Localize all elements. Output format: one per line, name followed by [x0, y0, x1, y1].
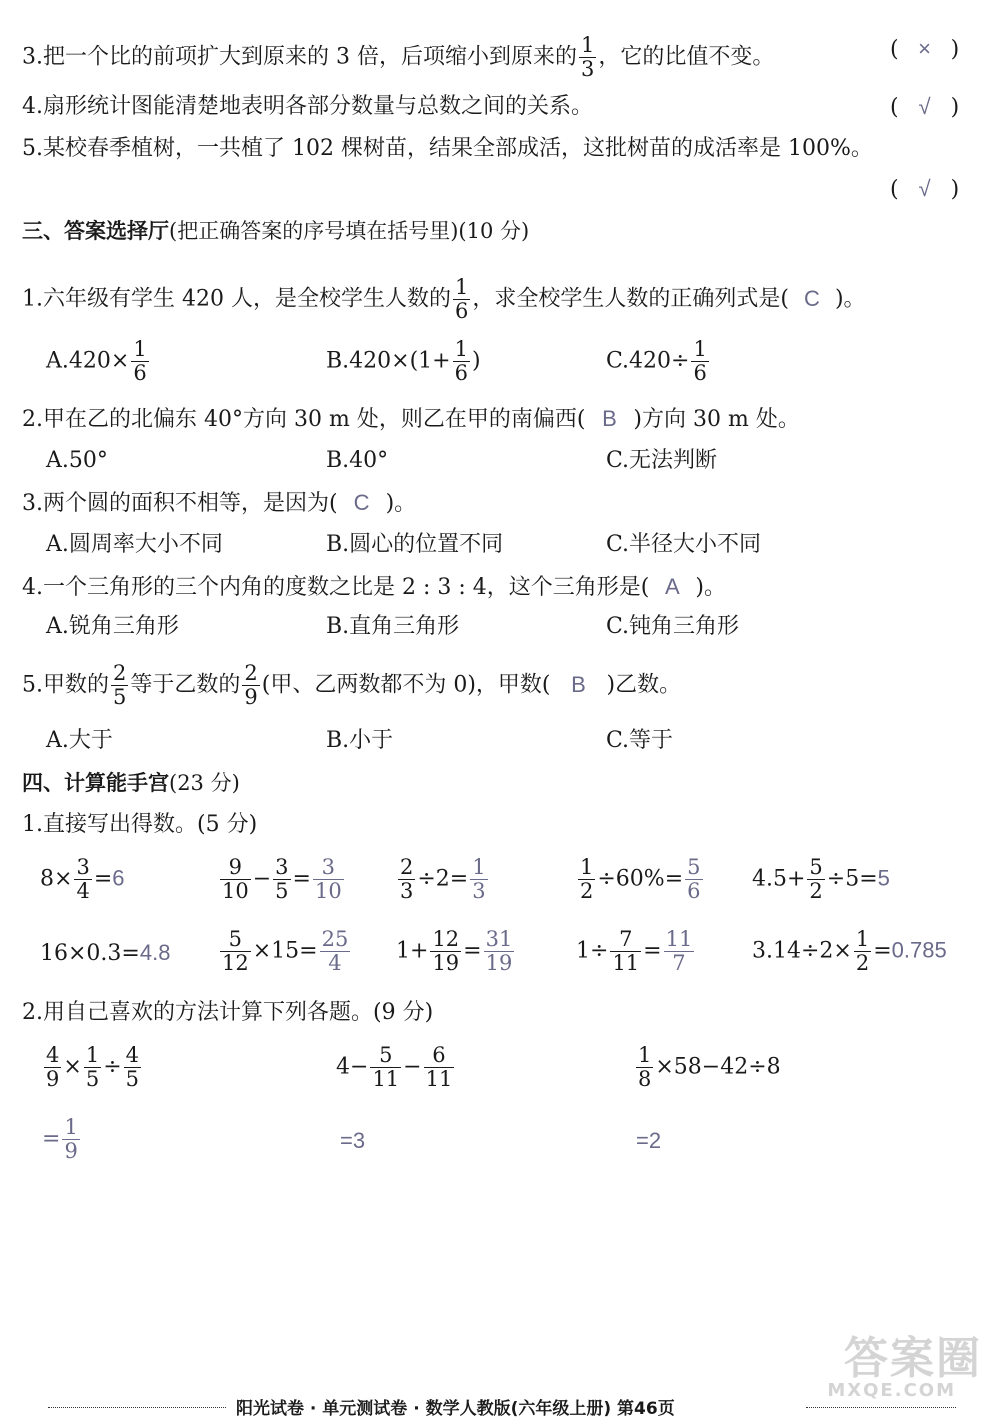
choice-q2-option-a: A.50°	[46, 448, 108, 473]
calc2-p3-answer: =2	[636, 1128, 662, 1153]
calc2-title: 2.用自己喜欢的方法计算下列各题。(9 分)	[22, 1000, 434, 1025]
choice-q3: 3.两个圆的面积不相等，是因为( C )。	[22, 490, 417, 516]
judge-q5: 5.某校春季植树，一共植了 102 棵树苗，结果全部成活，这批树苗的成活率是 100%。	[22, 136, 873, 161]
choice-q5-option-a: A.大于	[46, 728, 113, 753]
choice-q3-option-b: B.圆心的位置不同	[326, 532, 504, 557]
section4-heading: 四、计算能手宫(23 分)	[22, 771, 240, 795]
choice-q3-option-c: C.半径大小不同	[606, 532, 762, 557]
fraction: $\frac{1}{3}$	[580, 33, 595, 81]
calc1-r2-e3: 1+ $\frac{12}{19}$ = $\frac{31}{19}$	[396, 927, 513, 975]
calc1-r2-e5: 3.14÷2× $\frac{1}{2}$ =0.785	[752, 927, 947, 975]
judge-q3: 3.把一个比的前项扩大到原来的 3 倍，后项缩小到原来的 $\frac{1}{3}$ ，它的比值不变。	[22, 33, 775, 81]
watermark-url: MXQE.COM	[827, 1380, 956, 1401]
page-footer	[0, 1394, 1000, 1419]
footer-text: 阳光试卷 · 单元测试卷 · 数学人教版(六年级上册) 第46页	[236, 1399, 675, 1419]
choice-q4-answer: A	[665, 574, 680, 599]
choice-q4-option-a: A.锐角三角形	[46, 614, 179, 639]
choice-q4: 4.一个三角形的三个内角的度数之比是 2 : 3 : 4，这个三角形是( A )。	[22, 574, 726, 600]
choice-q5: 5.甲数的 $\frac{2}{5}$ 等于乙数的 $\frac{2}{9}$ (甲、乙两数都不为 0)，甲数( B )乙数。	[22, 661, 682, 709]
calc2-p2-answer: =3	[340, 1128, 366, 1153]
judge-q4-answer: ( √ )	[890, 94, 960, 120]
choice-q4-option-c: C.钝角三角形	[606, 614, 740, 639]
judge-q3-answer: ( × )	[890, 36, 960, 62]
calc2-p1: $\frac{4}{9}$ × $\frac{1}{5}$ ÷ $\frac{4}{5}$	[46, 1043, 139, 1091]
choice-q5-option-c: C.等于	[606, 728, 674, 753]
choice-q2-option-b: B.40°	[326, 448, 389, 473]
footer-dots-left	[48, 1407, 226, 1408]
section3-heading: 三、答案选择厅(把正确答案的序号填在括号里)(10 分)	[22, 219, 530, 243]
calc1-r1-e3: $\frac{2}{3}$ ÷2= $\frac{1}{3}$	[400, 855, 486, 903]
choice-q1-option-a: A.420× $\frac{1}{6}$	[46, 337, 147, 385]
watermark-logo: 答案圈	[844, 1333, 982, 1384]
calc2-p1-answer: = $\frac{1}{9}$	[42, 1115, 78, 1163]
choice-q2-answer: B	[602, 406, 617, 431]
calc1-r1-e4: $\frac{1}{2}$ ÷60%= $\frac{5}{6}$	[580, 855, 701, 903]
choice-q3-answer: C	[353, 490, 370, 515]
choice-q4-option-b: B.直角三角形	[326, 614, 460, 639]
fraction: $\frac{1}{6}$	[454, 275, 469, 323]
choice-q1-option-b: B.420×(1+ $\frac{1}{6}$ )	[326, 337, 481, 385]
footer-dots-right	[806, 1407, 956, 1408]
choice-q1-option-c: C.420÷ $\frac{1}{6}$	[606, 337, 707, 385]
calc1-r1-e5: 4.5+ $\frac{5}{2}$ ÷5=5	[752, 855, 890, 903]
calc1-title: 1.直接写出得数。(5 分)	[22, 812, 258, 837]
calc1-r1-e1: 8× $\frac{3}{4}$ =6	[40, 855, 125, 903]
judge-q4: 4.扇形统计图能清楚地表明各部分数量与总数之间的关系。	[22, 94, 593, 119]
calc1-r1-e2: $\frac{9}{10}$ − $\frac{3}{5}$ = $\frac{3}{10}$	[222, 855, 342, 903]
calc2-p3: $\frac{1}{8}$ ×58−42÷8	[638, 1043, 781, 1091]
choice-q2: 2.甲在乙的北偏东 40°方向 30 m 处，则乙在甲的南偏西( B )方向 30 m 处。	[22, 406, 800, 432]
choice-q5-answer: B	[571, 671, 586, 697]
choice-q1: 1.六年级有学生 420 人，是全校学生人数的 $\frac{1}{6}$ ，求全校学生人数的正确列式是( C )。	[22, 275, 866, 323]
choice-q1-answer: C	[804, 285, 820, 311]
calc1-r2-e2: $\frac{5}{12}$ ×15= $\frac{25}{4}$	[222, 927, 349, 975]
choice-q5-option-b: B.小于	[326, 728, 394, 753]
judge-q5-answer: ( √ )	[890, 176, 960, 202]
calc1-r2-e1: 16×0.3=4.8	[40, 940, 171, 966]
choice-q2-option-c: C.无法判断	[606, 448, 718, 473]
choice-q3-option-a: A.圆周率大小不同	[46, 532, 223, 557]
calc1-r2-e4: 1÷ $\frac{7}{11}$ = $\frac{11}{7}$	[576, 927, 693, 975]
calc2-p2: 4− $\frac{5}{11}$ − $\frac{6}{11}$	[336, 1043, 453, 1091]
